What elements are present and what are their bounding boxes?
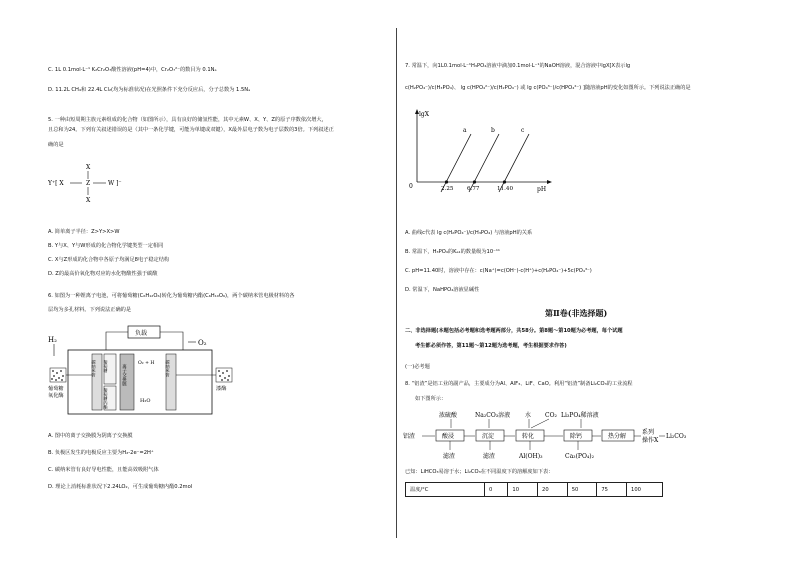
q5-option-c: C. X与Z形成的化合物中各原子均满足8电子稳定结构 (48, 257, 170, 263)
table-cell: 100 (627, 483, 663, 497)
struct-center: Z (86, 180, 91, 187)
cell-water: H₂O (140, 398, 151, 404)
q8-note: 已知：LiHCO₃易溶于水；Li₂CO₃在不同温度下的溶解度如下表： (405, 469, 554, 475)
right-column (397, 0, 794, 562)
line-b (469, 134, 499, 192)
q6-option-a: A. 图中的离子交换膜为阴离子交换膜 (48, 433, 133, 439)
q6-option-c: C. 碳纳米管有良好导电性能，且能高效吸附气体 (48, 467, 159, 473)
q7-frac-a: c(H₂PO₄⁻)/c(H₃PO₄) (405, 85, 454, 91)
step-3: 转化 (522, 433, 535, 440)
q5-stem-2: 且总和为24。下列有关叙述错误的是（其中一条化学键，可能为单键或双键），X最外层电子数为电子层数的3倍。下列叙述正 (48, 127, 334, 133)
output-4: Ca₃(PO₄)₂ (565, 453, 595, 460)
tick-3: 11.40 (497, 186, 514, 192)
required-label: (一)必考题 (405, 364, 430, 370)
step-1: 酸浸 (442, 433, 455, 440)
table-cell: 50 (567, 483, 597, 497)
struct-left: Y⁺[ X (48, 180, 64, 187)
flow-op: 操作X (642, 437, 659, 444)
table-cell: 75 (597, 483, 627, 497)
q7-option-a: A. 曲线c代表 lg c(H₂PO₄⁻)/c(H₃PO₄) 与溶液pH的关系 (405, 230, 533, 236)
struct-top: X (86, 164, 91, 171)
q5-option-d: D. Z的最高价氧化物对应的水化物酸性强于碳酸 (48, 271, 158, 277)
struct-right: W ]⁻ (108, 180, 122, 187)
q5-stem-3: 确的是 (48, 142, 64, 148)
cell-left-label2: 氧化酶 (48, 393, 64, 399)
reagent-3: 水 (525, 412, 532, 419)
q7-option-b: B. 常温下，H₃PO₄的Kₐ₁的数量级为10⁻¹¹ (405, 249, 501, 255)
step-5: 热分解 (608, 433, 627, 440)
q7-stem-tail: ]随溶液pH的变化如图所示。下列说法正确的是 (582, 85, 691, 91)
cell-membrane: 离子交换膜 (121, 364, 127, 386)
cell-tube3: 碳纳米管 (165, 360, 171, 377)
part2-line-2: 考生都必须作答，第11题～第12题为选考题，考生根据要求作答) (415, 343, 567, 349)
cell-tube1: 碳纳米管 (91, 360, 97, 377)
q4-option-d: D. 11.2L CH₄和 22.4L Cl₂(均为标准状况)在光照条件下充分反应后，分子总数为 1.5Nₐ (48, 87, 251, 93)
step-4: 除钙 (570, 433, 583, 440)
line-c (499, 134, 529, 192)
table-cell: 10 (508, 483, 538, 497)
cell-h2: H₂ (48, 336, 57, 344)
struct-bottom: X (86, 197, 91, 204)
step-2: 沉淀 (482, 433, 495, 440)
cell-glucose: 葡萄糖 (103, 360, 109, 373)
table-row (406, 483, 663, 497)
label-a: a (463, 127, 467, 134)
line-a (441, 134, 471, 192)
reagent-1: 浓硫酸 (439, 412, 458, 419)
flow-start: 铝渣 (403, 433, 416, 440)
q7-stem-1: 7. 常温下，向1L0.1mol·L⁻¹H₃PO₄溶液中滴加0.1mol·L⁻¹的NaOH溶液，混合溶液中lgX[X表示lg (405, 63, 631, 69)
q5-stem-1: 5. 一种由短周期主族元素组成的化合物（如图所示），具有良好的储氢性能，其中元素W、X、Y、Z的原子序数依次增大， (48, 117, 327, 123)
output-2: 滤渣 (483, 453, 496, 460)
part2-line-1: 二、非选择题(本题包括必考题和选考题两部分，共58分。第8题～第10题为必考题，每个试题 (405, 328, 623, 334)
q6-cell-diagram (48, 324, 238, 420)
label-b: b (491, 127, 495, 134)
q7-graph (405, 104, 555, 194)
table-cell: 20 (538, 483, 568, 497)
q6-stem-1: 6. 如图为一种锂离子电池，可将葡萄糖(C₆H₁₂O₆)转化为葡萄糖内酯(C₆H₁₀O₆)，两个碳纳米管电极材料的各 (48, 293, 295, 299)
q5-option-b: B. Y与X、Y与W形成的化合物化学键类型一定相同 (48, 243, 164, 249)
section-title: 第Ⅱ卷(非选择题) (545, 308, 608, 318)
q8-stem-1: 8. “铝渣”是铝工业的副产品，主要成分为Al、AlF₃、LiF、CaO。利用“铝渣”制备Li₂CO₃的工业流程 (405, 381, 633, 387)
label-c: c (521, 127, 525, 134)
q7-option-c: C. pH=11.40时，溶液中存在：c(Na⁺)=c(OH⁻)-c(H⁺)+c(H₂PO₄⁻)+5c(PO₄³⁻) (405, 268, 592, 274)
cell-left-label: 葡萄糖 (48, 386, 64, 392)
reagent-2: Na₂CO₃溶液 (475, 412, 511, 419)
cell-ion: O₂ + H (138, 361, 155, 366)
reagent-4: CO₂ (545, 412, 557, 419)
q4-option-c: C. 1L 0.1mol·L⁻¹ K₂Cr₂O₇酸性溶液(pH=4)中，Cr₂O₇²⁻的数目为 0.1Nₐ (48, 67, 217, 73)
table-cell: 0 (485, 483, 508, 497)
q8-stem-2: 如下图所示： (415, 396, 447, 402)
reagent-5: Li₃PO₄稀溶液 (561, 412, 599, 419)
output-3: Al(OH)₃ (519, 453, 543, 460)
q7-option-d: D. 常温下，NaHPO₄溶液显碱性 (405, 287, 480, 293)
q5-structure (48, 160, 148, 204)
output-1: 滤渣 (443, 453, 456, 460)
q6-option-b: B. 负极区发生的电极反应主要为H₂-2e⁻=2H⁺ (48, 450, 154, 456)
cell-load: 负载 (135, 330, 148, 337)
cell-o2: O₂ (198, 339, 207, 347)
solubility-table (405, 482, 663, 497)
table-header: 温度/°C (406, 483, 485, 497)
q6-stem-2: 层均为多孔材料。下列说法正确的是 (48, 307, 132, 313)
graph-xlabel: pH (537, 186, 547, 193)
cell-right-label: 漆酶 (216, 386, 227, 392)
q6-option-d: D. 理论上消耗标准状况下2.24LO₂，可生成葡萄糖内酯0.2mol (48, 484, 193, 490)
left-column (0, 0, 396, 562)
flow-series: 系列 (642, 429, 655, 436)
graph-ylabel: lgX (419, 111, 430, 118)
q7-frac-b: lg c(HPO₄²⁻)/c(H₂PO₄⁻) (460, 85, 519, 91)
tick-1: 2.25 (441, 186, 454, 192)
flow-product: Li₂CO₃ (666, 433, 687, 440)
graph-origin: 0 (409, 183, 413, 190)
tick-2: 6.77 (467, 186, 480, 192)
q5-option-a: A. 简单离子半径：Z>Y>X>W (48, 229, 120, 235)
q7-stem-2: c(H₂PO₄⁻)/c(H₃PO₄)、 lg c(HPO₄²⁻)/c(H₂PO₄⁻) 或 lg c(PO₄³⁻)/c(HPO₄²⁻) ]随溶液pH的变化如图所示。下列说法正确的是 (405, 85, 691, 91)
q8-flow-chart (403, 408, 703, 464)
q7-frac-c: 或 lg c(PO₄³⁻)/c(HPO₄²⁻) (520, 85, 582, 91)
cell-tube2: 葡萄糖内酯 (103, 388, 109, 409)
